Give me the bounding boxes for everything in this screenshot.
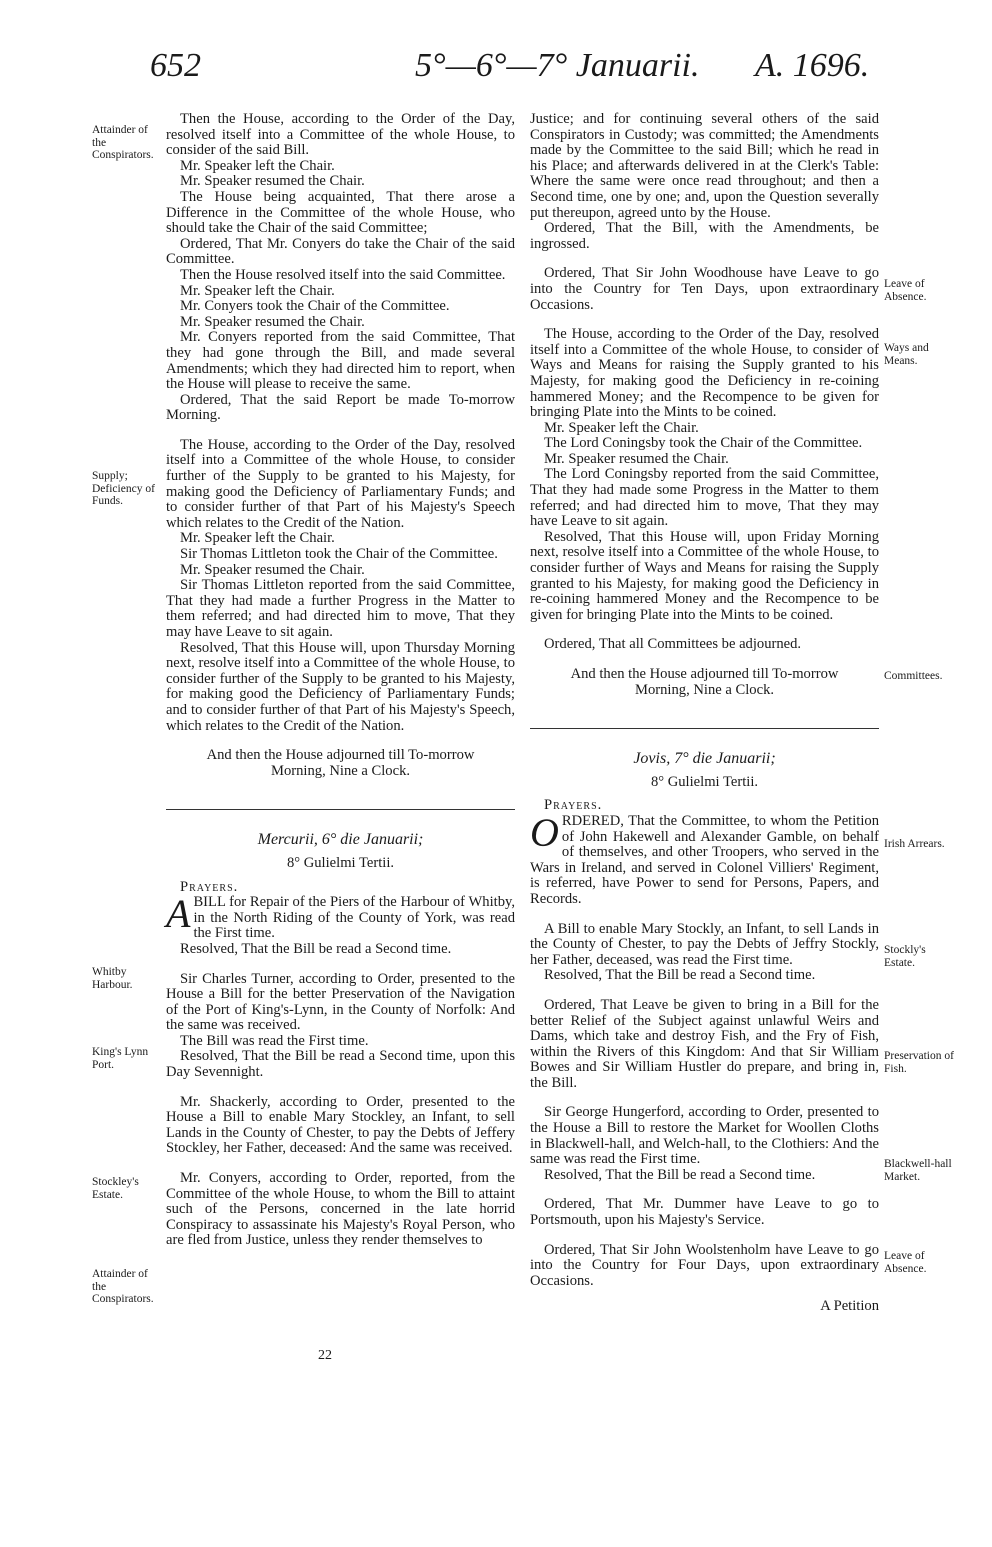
margin-note-leave-2: Leave of Absence. xyxy=(884,1250,927,1275)
regnal-year: 8° Gulielmi Tertii. xyxy=(286,854,395,871)
margin-note-stockly: Stockly's Estate. xyxy=(884,944,926,969)
margin-note-leave: Leave of Absence. xyxy=(884,278,927,303)
paragraph: Mr. Speaker left the Chair. xyxy=(180,530,335,547)
margin-note-kings-lynn: King's Lynn Port. xyxy=(92,1046,149,1071)
paragraph: Then the House resolved itself into the said Committee. xyxy=(180,266,506,283)
paragraph: Ordered, That Mr. Dummer have Leave to go to Portsmouth, upon his Majesty's Service. xyxy=(530,1196,879,1229)
adjournment: And then the House adjourned till To-morrow Morning, Nine a Clock. xyxy=(206,747,475,779)
paragraph: Ordered, That the Bill, with the Amendments, be ingrossed. xyxy=(530,220,879,252)
margin-note-supply: Supply; Deficiency of Funds. xyxy=(92,470,155,507)
drop-capital: O xyxy=(530,809,559,855)
regnal-year: 8° Gulielmi Tertii. xyxy=(650,773,759,790)
paragraph: Mr. Shackerly, according to Order, presented to the House a Bill to enable Mary Stockley, an Infant, to sell Lands in the County of Chester, to pay the Debts of Jeffery Stockley, her Father, deceased: And the same was received. xyxy=(166,1093,515,1157)
paragraph: Mr. Conyers reported from the said Committee, That they had gone through the Bill, and made several Amendments; which they had directed him to report, when the House will please to receive the same. xyxy=(166,329,515,393)
paragraph: Resolved, That the Bill be read a Second time. xyxy=(544,967,816,984)
paragraph: Ordered, That Sir John Woodhouse have Leave to go into the Country for Ten Days, upon extraordinary Occasions. xyxy=(530,265,879,313)
paragraph: Ordered, That Mr. Conyers do take the Chair of the said Committee. xyxy=(166,235,515,268)
paragraph: Mr. Speaker resumed the Chair. xyxy=(180,561,365,578)
paragraph: Mr. Speaker left the Chair. xyxy=(180,282,335,299)
paragraph: Sir Thomas Littleton reported from the said Committee, That they had made a further Progress in the Matter to them referred; and had directed him to move, That they may have Leave to sit again. xyxy=(166,577,515,640)
drop-capital: A xyxy=(166,891,191,937)
paragraph: The Lord Coningsby took the Chair of the Committee. xyxy=(544,435,863,452)
paragraph: Mr. Conyers, according to Order, reported, from the Committee of the whole House, to whom the Bill to attaint such of the Persons, concerned in the late horrid Conspiracy to assassinate his Majesty's Royal Person, who are fled from Justice, unless they render themselves to xyxy=(166,1170,515,1249)
margin-note-attainder-2: Attainder of the Conspirators. xyxy=(92,1268,154,1305)
left-column xyxy=(166,112,515,1249)
paragraph: A Bill to enable Mary Stockly, an Infant, to sell Lands in the County of Chester, to pay the Debts of Jeffry Stockly, her Father, deceased, was read the First time. xyxy=(530,920,879,968)
paragraph-text: BILL for Repair of the Piers of the Harbour of Whitby, in the North Riding of the County of York, was read the First time. xyxy=(193,894,515,942)
paragraph: Ordered, That the said Report be made To-morrow Morning. xyxy=(166,391,515,424)
paragraph: Mr. Speaker resumed the Chair. xyxy=(180,313,365,330)
paragraph: Mr. Speaker left the Chair. xyxy=(180,157,335,174)
paragraph-text: RDERED, That the Committee, to whom the Petition of John Hakewell and Alexander Gamble, on behalf of themselves, and other Troopers, who served in the Wars in Ireland, and served in Colonel Villiers' Regiment, is referred, have Power to send for Persons, Papers, and Records. xyxy=(530,812,879,907)
day-heading: Jovis, 7° die Januarii; xyxy=(633,750,776,768)
margin-note-fish: Preservation of Fish. xyxy=(884,1050,954,1075)
margin-note-attainder: Attainder of the Conspirators. xyxy=(92,124,154,161)
margin-note-ways: Ways and Means. xyxy=(884,342,929,367)
paragraph: Ordered, That Sir John Woolstenholm have Leave to go into the Country for Four Days, upon extraordinary Occasions. xyxy=(530,1241,879,1289)
margin-note-committees: Committees. xyxy=(884,670,943,682)
paragraph: Justice; and for continuing several others of the said Conspirators in Custody; was committed; the Amendments made by the Committee to the said Bill; which he read in his Place; and afterwards delivered in at the Clerk's Table: Where the same were once read throughout; and then a Second time, one by one; and, upon the Question severally put thereupon, agreed unto by the House. xyxy=(530,111,879,221)
margin-note-whitby: Whitby Harbour. xyxy=(92,966,133,991)
paragraph: Resolved, That this House will, upon Thursday Morning next, resolve itself into a Committee of the whole House, to consider further of the Supply to be granted to his Majesty, for making good the Deficiency of Parliamentary Funds; and to consider further of that Part of his Majesty's Speech, which relates to the Credit of the Nation. xyxy=(166,639,515,734)
margin-note-irish: Irish Arrears. xyxy=(884,838,945,850)
right-column xyxy=(530,112,879,1315)
adjournment: And then the House adjourned till To-morrow Morning, Nine a Clock. xyxy=(570,666,839,698)
paragraph: Resolved, That the Bill be read a Second time, upon this Day Sevennight. xyxy=(166,1048,515,1081)
margin-note-blackwell: Blackwell-hall Market. xyxy=(884,1158,952,1183)
running-dates: 5°—6°—7° Januarii. xyxy=(415,47,700,84)
paragraph xyxy=(166,891,515,942)
paragraph: Mr. Speaker resumed the Chair. xyxy=(544,450,729,467)
paragraph: Resolved, That this House will, upon Friday Morning next, resolve itself into a Committee of the whole House, to consider further of Ways and Means for raising the Supply granted to his Majesty, for making good the Deficiency in re-coining hammered Money and the Recompence to be given for bringing Plate into the Mints to be coined. xyxy=(530,528,879,623)
paragraph: The House, according to the Order of the Day, resolved itself into a Committee of the whole House, to consider further of the Supply to be granted to his Majesty, for making good the Deficiency of Parliamentary Funds; and to consider further of that Part of his Majesty's Speech which relates to the Credit of the Nation. xyxy=(166,436,515,531)
running-year: A. 1696. xyxy=(755,47,870,84)
paragraph: Resolved, That the Bill be read a Second time. xyxy=(180,940,452,957)
paragraph: Ordered, That all Committees be adjourned. xyxy=(544,636,802,653)
paragraph: Sir George Hungerford, according to Order, presented to the House a Bill to restore the Market for Woollen Cloths in Blackwell-hall, and Welch-hall, to the Clothiers: And the same was read the First time. xyxy=(530,1104,879,1168)
paragraph: The House being acquainted, That there arose a Difference in the Committee of the whole House, who should take the Chair of the said Committee; xyxy=(166,188,515,237)
section-divider xyxy=(166,809,515,810)
paragraph xyxy=(530,809,879,908)
paragraph: Mr. Speaker resumed the Chair. xyxy=(180,173,365,190)
paragraph: Then the House, according to the Order of the Day, resolved itself into a Committee of the whole House, to consider of the said Bill. xyxy=(166,111,515,159)
paragraph: Sir Thomas Littleton took the Chair of the Committee. xyxy=(180,546,498,563)
paragraph: The House, according to the Order of the Day, resolved itself into a Committee of the whole House, to consider of Ways and Means for raising the Supply granted to his Majesty, for making good the Deficiency in re-coining hammered Money; and the Recompence to be given for bringing Plate into the Mints to be coined. xyxy=(530,326,879,421)
paragraph: Mr. Conyers took the Chair of the Committee. xyxy=(180,298,450,315)
margin-note-stockley: Stockley's Estate. xyxy=(92,1176,139,1201)
paragraph: Mr. Speaker left the Chair. xyxy=(544,419,699,436)
section-divider xyxy=(530,728,879,729)
day-heading: Mercurii, 6° die Januarii; xyxy=(257,831,424,849)
prayers-heading: Prayers. xyxy=(544,797,603,814)
paragraph: Resolved, That the Bill be read a Second time. xyxy=(544,1166,816,1183)
paragraph: Ordered, That Leave be given to bring in a Bill for the better Relief of the Subject against unlawful Weirs and Dams, which take and destroy Fish, and the Fry of Fish, within the Rivers of this Kingdom: And that Sir William Bowes and Sir William Hustler do prepare, and bring in, the Bill. xyxy=(530,996,879,1091)
catchword: A Petition xyxy=(820,1298,879,1315)
signature-mark: 22 xyxy=(318,1348,332,1363)
paragraph: The Bill was read the First time. xyxy=(180,1032,369,1049)
paragraph: The Lord Coningsby reported from the said Committee, That they had made some Progress in the Matter to them referred; and had directed him to move, That they may have Leave to sit again. xyxy=(530,466,879,530)
prayers-heading: Prayers. xyxy=(180,878,239,895)
paragraph: Sir Charles Turner, according to Order, presented to the House a Bill for the better Preservation of the Navigation of the Port of King's-Lynn, in the County of Norfolk: And the same was received. xyxy=(166,970,515,1034)
page-number: 652 xyxy=(150,47,201,84)
